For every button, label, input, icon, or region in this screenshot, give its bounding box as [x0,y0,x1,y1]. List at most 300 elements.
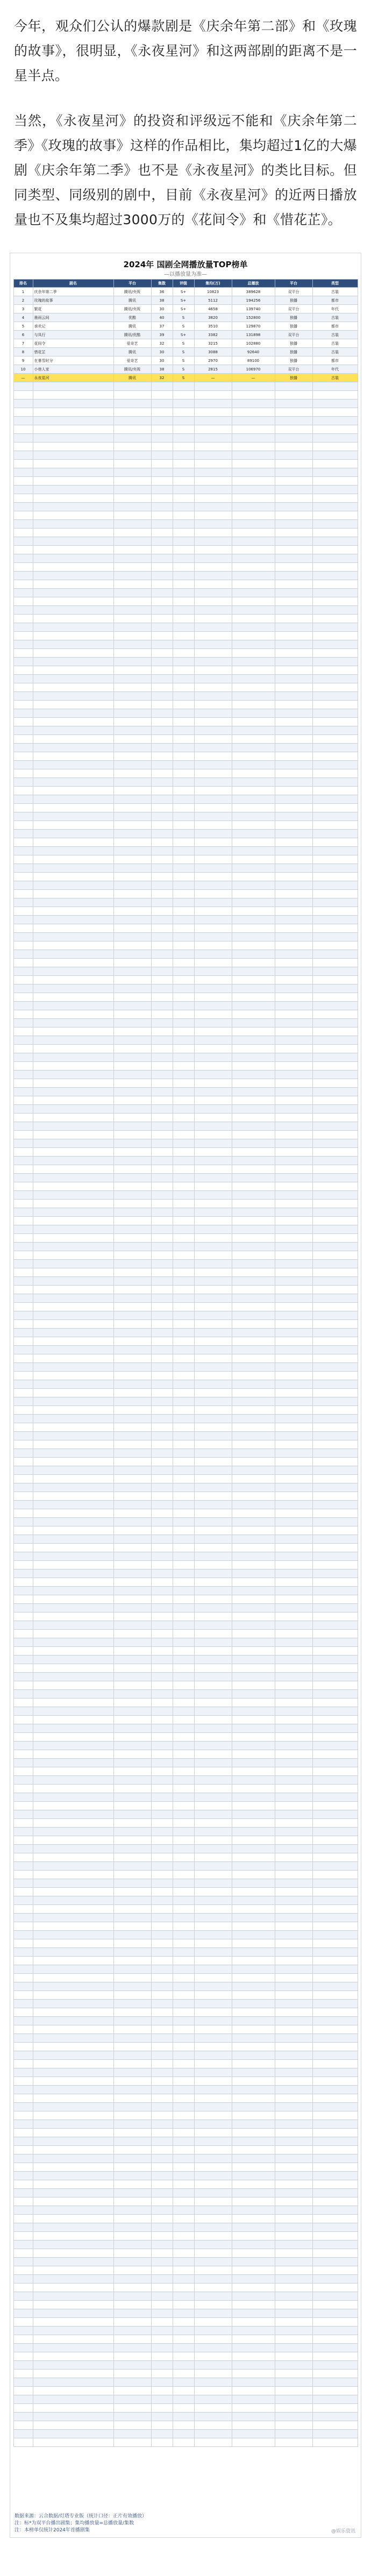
table-cell-empty [151,1690,173,1699]
table-cell-empty [173,1458,194,1466]
table-cell-empty [13,916,33,924]
table-row-filler [13,683,358,692]
table-row-filler [13,1561,358,1569]
table-cell-empty [33,2068,113,2077]
table-cell-empty [13,2094,33,2103]
table-row [13,331,358,339]
table-cell-empty [173,1260,194,1268]
table-cell-empty [13,1062,33,1071]
table-cell-empty [113,2249,151,2258]
table-cell-empty [232,1681,275,1690]
table-cell-empty [113,2352,151,2361]
table-cell-empty [194,1948,232,1957]
table-cell-empty [275,1982,312,1991]
table-cell-empty [194,1182,232,1191]
table-cell-empty [173,933,194,941]
table-row-filler [13,864,358,873]
table-cell-empty [275,451,312,460]
table-cell-empty [113,1595,151,1604]
table-cell-empty [275,1105,312,1114]
table-cell-empty [312,468,358,477]
table-cell-empty [232,391,275,399]
table-cell-empty [232,520,275,529]
table-cell-empty [151,1277,173,1286]
table-cell-empty [312,1896,358,1905]
table-cell: — [13,374,33,382]
table-cell-empty [33,984,113,993]
table-cell-empty [275,993,312,1002]
table-cell-empty [232,615,275,623]
table-row-filler [13,1483,358,1492]
table-row-filler [13,2086,358,2094]
table-cell-empty [113,2120,151,2129]
table-cell-empty [173,2025,194,2034]
table-cell-empty [33,1845,113,1853]
table-cell-empty [232,1372,275,1380]
table-cell-empty [113,1483,151,1492]
table-cell-empty [312,873,358,881]
table-cell-empty [151,2189,173,2197]
table-cell-empty [151,1716,173,1724]
table-cell-empty [194,2335,232,2344]
table-cell-empty [173,2301,194,2309]
table-cell-empty [113,2284,151,2292]
table-cell-empty [232,2284,275,2292]
table-cell-empty [232,1750,275,1759]
table-row-filler [13,1991,358,2000]
table-cell-empty [33,2051,113,2060]
table-cell-empty [173,580,194,589]
table-cell-empty [151,1587,173,1595]
table-cell-empty [33,382,113,391]
table-cell-empty [13,933,33,941]
table-cell-empty [232,907,275,916]
table-cell-empty [13,2103,33,2111]
table-cell-empty [232,1079,275,1088]
table-cell-empty [13,2258,33,2266]
table-cell-empty [275,873,312,881]
table-cell-empty [113,941,151,950]
table-cell-empty [194,2008,232,2017]
table-cell-empty [113,1096,151,1105]
table-cell-empty [275,1552,312,1561]
table-cell-empty [312,1432,358,1440]
table-row-filler [13,1673,358,1681]
ranking-table-body [13,288,358,2447]
table-cell-empty [194,1862,232,1871]
table-cell-empty [13,391,33,399]
table-cell-empty [173,683,194,692]
table-cell-empty [173,1217,194,1225]
table-cell-empty [232,2387,275,2395]
table-cell-empty [232,1148,275,1157]
table-cell-empty [194,2292,232,2301]
table-cell-empty [151,1423,173,1432]
table-cell-empty [194,1544,232,1552]
table-cell-empty [33,658,113,666]
table-cell-empty [151,1286,173,1294]
table-cell-empty [151,830,173,838]
table-cell-empty [151,529,173,537]
table-cell-empty [33,2043,113,2051]
table-cell-empty [33,950,113,959]
table-row-filler [13,1518,358,1526]
table-row-filler [13,2284,358,2292]
table-cell-empty [13,511,33,520]
table-cell-empty [312,1027,358,1036]
table-cell-empty [232,451,275,460]
table-cell-empty [312,2206,358,2215]
table-cell-empty [275,2103,312,2111]
table-cell-empty [151,1415,173,1423]
table-cell-empty [173,1595,194,1604]
col-average: 集均(万) [194,280,232,288]
table-cell-empty [312,1991,358,2000]
table-cell-empty [113,1561,151,1569]
table-cell-empty [33,1251,113,1260]
table-cell-empty [232,1492,275,1501]
table-cell-empty [151,2275,173,2284]
table-cell-empty [194,1810,232,1819]
table-cell-empty [194,1759,232,1767]
table-cell-empty [275,2025,312,2034]
table-cell-empty [13,1483,33,1492]
table-cell-empty [33,1699,113,1707]
table-row-filler [13,1595,358,1604]
table-cell-empty [194,1363,232,1372]
table-cell-empty [151,1526,173,1535]
table-cell-empty [194,701,232,709]
table-cell-empty [113,408,151,417]
table-cell-empty [151,1320,173,1329]
table-cell-empty [33,993,113,1002]
table-cell-empty [33,1707,113,1716]
table-cell-empty [173,511,194,520]
table-cell-empty [275,1139,312,1148]
table-cell-empty [173,460,194,468]
table-cell-empty [151,2413,173,2421]
table-cell-empty [232,1053,275,1062]
table-row-filler [13,2240,358,2249]
table-cell-empty [194,2301,232,2309]
table-cell-empty [173,1191,194,1200]
table-cell-empty [232,692,275,701]
table-cell-empty [113,1492,151,1501]
table-cell-empty [194,1019,232,1027]
col-rank: 排名 [13,280,33,288]
table-cell-empty [173,1354,194,1363]
table-cell-empty [33,537,113,546]
table-cell-empty [33,2421,113,2430]
table-cell-empty [312,2223,358,2232]
table-cell-empty [173,2172,194,2180]
table-row-filler [13,2413,358,2421]
table-cell-empty [194,1036,232,1045]
table-cell-empty [113,1208,151,1217]
table-cell-empty [312,486,358,494]
table-cell: 古装 [312,331,358,339]
table-cell-empty [312,1320,358,1329]
table-row-filler [13,2197,358,2206]
table-cell-empty [113,2197,151,2206]
table-cell-empty [13,718,33,726]
table-cell-empty [194,2043,232,2051]
table-cell-empty [312,675,358,683]
table-cell-empty [232,967,275,976]
table-cell-empty [13,1165,33,1174]
table-cell-empty [33,1914,113,1922]
table-cell-empty [13,1526,33,1535]
table-cell-empty [275,1819,312,1828]
table-cell-empty [232,1742,275,1750]
table-cell-empty [151,795,173,804]
table-cell-empty [275,1535,312,1544]
table-cell-empty [113,1656,151,1664]
table-cell-empty [232,1475,275,1483]
table-cell-empty [275,1320,312,1329]
table-cell-empty [33,1742,113,1750]
table-cell-empty [312,1157,358,1165]
table-cell-empty [13,1458,33,1466]
table-cell-empty [232,2318,275,2327]
table-cell-empty [275,572,312,580]
table-cell-empty [275,1905,312,1914]
table-row-filler [13,408,358,417]
table-cell: 129870 [232,322,275,331]
table-cell-empty [275,1509,312,1518]
table-cell-empty [151,1053,173,1062]
table-cell-empty [232,984,275,993]
table-cell-empty [151,1380,173,1389]
table-cell-empty [151,1802,173,1810]
table-cell-empty [151,468,173,477]
table-cell-empty [113,1337,151,1346]
table-cell-empty [151,769,173,778]
table-row-filler [13,2361,358,2370]
table-cell-empty [151,821,173,830]
table-cell-empty [173,1268,194,1277]
table-cell-empty [275,2068,312,2077]
table-cell-empty [232,1337,275,1346]
table-cell-empty [312,933,358,941]
table-cell: 38 [151,296,173,305]
table-cell-empty [275,1010,312,1019]
table-cell-empty [151,812,173,821]
table-cell-empty [113,1010,151,1019]
table-cell-empty [13,1277,33,1286]
table-cell-empty [13,1217,33,1225]
table-cell-empty [232,1664,275,1673]
table-row-filler [13,1982,358,1991]
table-cell-empty [113,830,151,838]
table-cell-empty [232,1191,275,1200]
table-cell-empty [33,2301,113,2309]
table-cell-empty [13,1148,33,1157]
table-cell-empty [194,391,232,399]
table-cell-empty [33,1578,113,1587]
table-cell-empty [275,1742,312,1750]
table-cell-empty [312,658,358,666]
table-row-filler [13,1604,358,1612]
table-cell-empty [173,1208,194,1217]
table-cell-empty [113,623,151,632]
table-cell-empty [13,554,33,563]
table-row-filler [13,2258,358,2266]
table-cell: 惜花芷 [33,348,113,356]
table-cell-empty [113,554,151,563]
table-cell-empty [173,1526,194,1535]
table-cell-empty [113,1518,151,1526]
table-cell-empty [151,2335,173,2344]
table-cell-empty [151,1234,173,1243]
table-cell-empty [275,1475,312,1483]
table-cell-empty [194,2284,232,2292]
table-cell-empty [151,1483,173,1492]
table-cell-empty [275,855,312,864]
table-cell-empty [275,1948,312,1957]
table-cell-empty [173,2000,194,2008]
table-cell-empty [312,2111,358,2120]
table-cell-empty [232,924,275,933]
table-cell-empty [113,1329,151,1337]
table-cell-empty [113,1320,151,1329]
table-cell-empty [312,2292,358,2301]
table-cell-empty [194,520,232,529]
table-cell-empty [151,1492,173,1501]
table-row [13,339,358,348]
table-cell: 36 [151,288,173,296]
table-title: 2024年 国剧全网播放量TOP榜单 [123,260,248,269]
table-row-filler [13,1423,358,1432]
table-cell-empty [173,1337,194,1346]
table-cell-empty [151,451,173,460]
table-cell-empty [312,2068,358,2077]
table-row-filler [13,1707,358,1716]
table-cell-empty [33,1415,113,1423]
table-cell-empty [232,890,275,898]
table-cell-empty [232,1139,275,1148]
table-cell-empty [275,1604,312,1612]
table-cell-empty [151,1656,173,1664]
table-row-filler [13,1303,358,1311]
table-cell-empty [232,2413,275,2421]
table-cell-empty [13,1699,33,1707]
table-cell-empty [312,1939,358,1948]
table-cell-empty [13,529,33,537]
table-cell-empty [13,1191,33,1200]
table-cell-empty [33,1131,113,1139]
table-cell-empty [173,735,194,744]
table-cell: 独播 [275,374,312,382]
table-row-filler [13,984,358,993]
table-cell-empty [33,1200,113,1208]
table-cell-empty [33,1965,113,1974]
table-cell-empty [33,1294,113,1303]
table-cell-empty [194,2103,232,2111]
table-cell-empty [151,1939,173,1948]
table-cell-empty [275,434,312,443]
table-cell-empty [151,1630,173,1638]
table-cell-empty [113,1466,151,1475]
table-row-filler [13,2163,358,2172]
table-cell-empty [232,1243,275,1251]
table-cell-empty [312,2370,358,2378]
table-cell-empty [173,873,194,881]
table-cell-empty [33,2060,113,2068]
table-cell-empty [312,1888,358,1896]
table-cell-empty [312,417,358,425]
table-cell-empty [13,1432,33,1440]
table-header-row [13,280,358,288]
table-cell-empty [275,2232,312,2240]
table-row-filler [13,417,358,425]
table-row-filler [13,2344,358,2352]
table-cell-empty [173,1888,194,1896]
table-cell-empty [33,881,113,890]
table-cell-empty [113,1630,151,1638]
table-cell-empty [151,1914,173,1922]
table-cell-empty [194,632,232,640]
table-cell-empty [33,1733,113,1742]
table-cell-empty [312,2215,358,2223]
table-cell-empty [13,1552,33,1561]
table-cell-empty [232,1828,275,1836]
table-cell-empty [113,1716,151,1724]
table-cell-empty [232,1836,275,1845]
table-cell-empty [13,959,33,967]
table-cell-empty [194,2180,232,2189]
table-cell-empty [232,726,275,735]
table-cell-empty [151,1010,173,1019]
table-cell-empty [113,1019,151,1027]
table-cell-empty [13,606,33,615]
table-cell-empty [173,761,194,769]
table-cell-empty [173,1509,194,1518]
table-cell-empty [312,1483,358,1492]
table-cell-empty [151,1974,173,1982]
table-row-filler [13,1621,358,1630]
table-cell-empty [275,1019,312,1027]
table-cell-empty [275,864,312,873]
table-cell-empty [13,976,33,984]
table-cell-empty [13,2068,33,2077]
table-cell-empty [312,1200,358,1208]
table-cell-empty [151,2154,173,2163]
table-cell-empty [151,2327,173,2335]
table-cell-empty [173,2180,194,2189]
table-cell-empty [33,1432,113,1440]
table-cell-empty [232,2000,275,2008]
table-cell-empty [275,666,312,675]
table-cell-empty [113,2025,151,2034]
table-cell: 131898 [232,331,275,339]
table-cell-empty [194,477,232,486]
table-cell-empty [151,1501,173,1509]
table-row-filler [13,881,358,890]
table-cell-empty [113,2327,151,2335]
table-cell-empty [232,658,275,666]
table-cell-empty [232,434,275,443]
table-cell-empty [113,1535,151,1544]
table-row-filler [13,1509,358,1518]
table-cell-empty [33,1810,113,1819]
table-cell-empty [113,984,151,993]
table-row-filler [13,1699,358,1707]
footnote: 注：标*为双平台播出剧集；集均播放量=总播放量/集数 [15,2521,134,2526]
table-cell-empty [232,1759,275,1767]
table-cell: 腾讯/央视 [113,365,151,374]
table-cell-empty [173,1922,194,1931]
